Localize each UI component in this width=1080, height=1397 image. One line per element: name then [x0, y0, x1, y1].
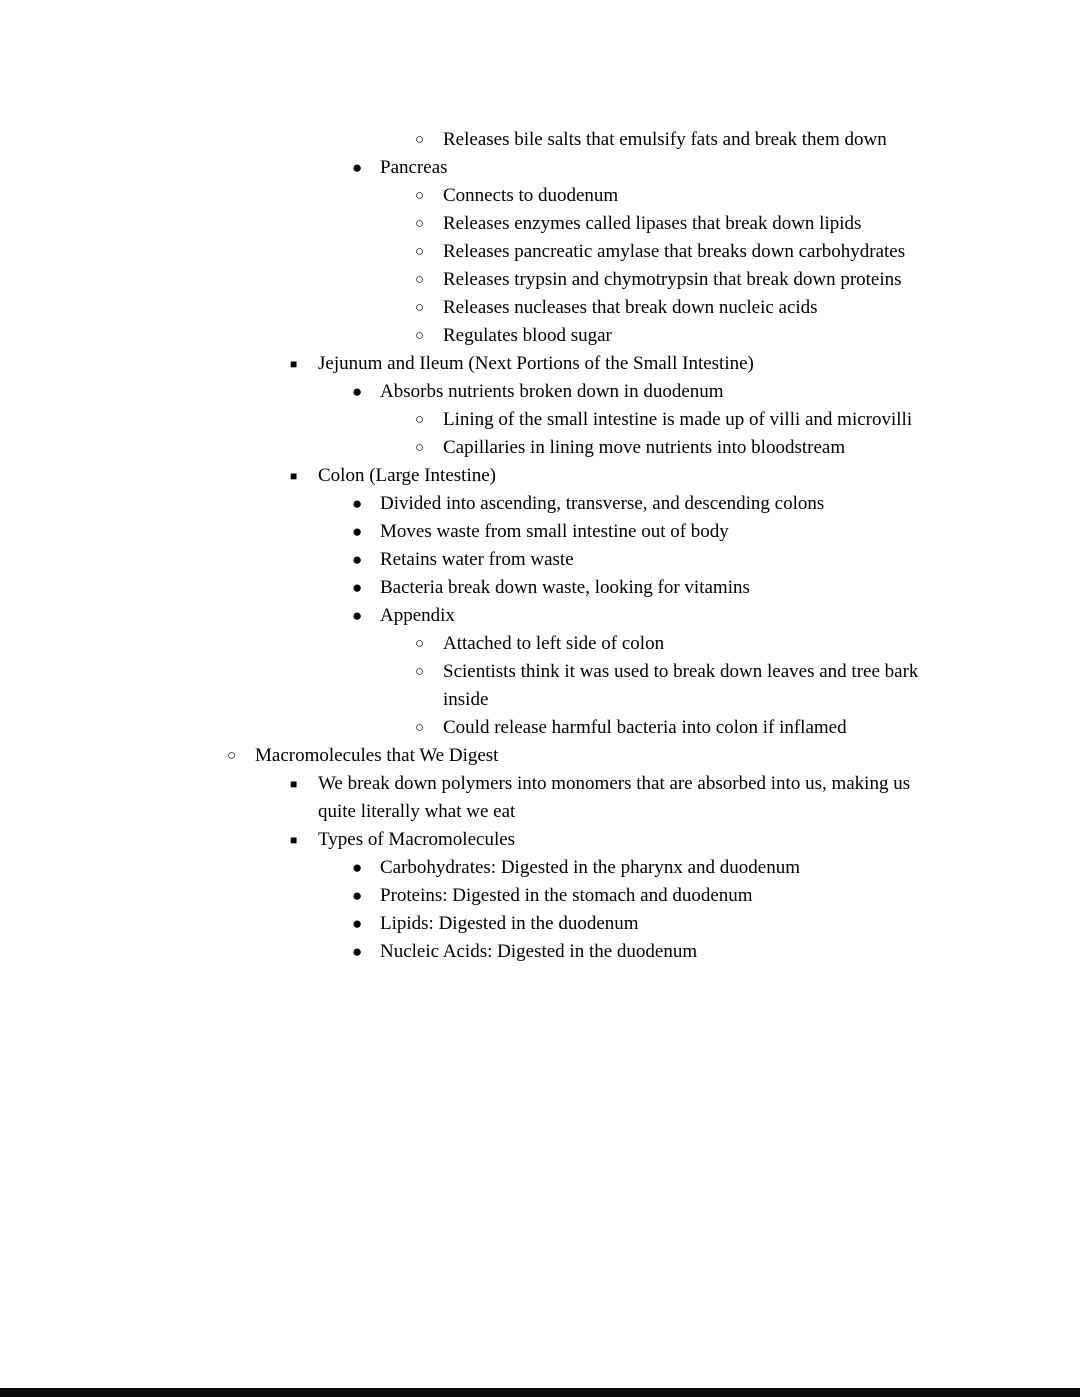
list-item [415, 182, 936, 210]
circle-bullet-icon: ○ [415, 272, 425, 288]
list-item [352, 490, 936, 518]
list-item-text: Releases enzymes called lipases that break down lipids [443, 213, 862, 234]
disc-bullet-icon: ● [352, 522, 363, 541]
list-item [415, 266, 936, 294]
list-item-text: Could release harmful bacteria into colon if inflamed [443, 717, 847, 738]
list-item-text: Attached to left side of colon [443, 633, 665, 654]
circle-bullet-icon: ○ [415, 412, 425, 428]
list-item [415, 294, 936, 322]
list-item [415, 434, 936, 462]
disc-bullet-icon: ● [352, 158, 363, 177]
list-item-text: Moves waste from small intestine out of body [380, 521, 729, 542]
list-item-text: We break down polymers into monomers that are absorbed into us, making us quite literally what we eat [318, 773, 911, 822]
disc-bullet-icon: ● [352, 578, 363, 597]
circle-bullet-icon: ○ [415, 300, 425, 316]
list-item-text: Releases bile salts that emulsify fats and break them down [443, 129, 887, 150]
list-item [352, 602, 936, 630]
disc-bullet-icon: ● [352, 382, 363, 401]
list-item-text: Colon (Large Intestine) [318, 465, 496, 486]
list-item [290, 770, 936, 826]
list-item [290, 826, 936, 854]
list-item [415, 322, 936, 350]
circle-bullet-icon: ○ [415, 216, 425, 232]
list-item [290, 350, 936, 378]
list-item [415, 658, 936, 714]
list-item [415, 406, 936, 434]
list-item-text: Proteins: Digested in the stomach and duodenum [380, 885, 753, 906]
list-item [227, 742, 936, 770]
bullet-list [0, 126, 936, 966]
circle-bullet-icon: ○ [415, 328, 425, 344]
list-item [415, 210, 936, 238]
list-item [415, 238, 936, 266]
list-item [415, 714, 936, 742]
list-item-text: Capillaries in lining move nutrients into bloodstream [443, 437, 846, 458]
list-item-text: Carbohydrates: Digested in the pharynx and duodenum [380, 857, 801, 878]
list-item [352, 378, 936, 406]
circle-bullet-icon: ○ [415, 664, 425, 680]
square-bullet-icon: ■ [290, 777, 298, 791]
list-item-text: Pancreas [380, 157, 448, 178]
disc-bullet-icon: ● [352, 606, 363, 625]
circle-bullet-icon: ○ [415, 440, 425, 456]
list-item [352, 154, 936, 182]
disc-bullet-icon: ● [352, 550, 363, 569]
list-item [352, 518, 936, 546]
list-item [352, 574, 936, 602]
page-bottom-edge [0, 1388, 1080, 1397]
list-item-text: Retains water from waste [380, 549, 574, 570]
list-item-text: Appendix [380, 605, 455, 626]
circle-bullet-icon: ○ [227, 748, 237, 764]
list-item-text: Jejunum and Ileum (Next Portions of the Small Intestine) [318, 353, 754, 374]
list-item [415, 630, 936, 658]
disc-bullet-icon: ● [352, 942, 363, 961]
disc-bullet-icon: ● [352, 886, 363, 905]
square-bullet-icon: ■ [290, 833, 298, 847]
list-item [415, 126, 936, 154]
list-item [352, 546, 936, 574]
list-item-text: Divided into ascending, transverse, and descending colons [380, 493, 825, 514]
square-bullet-icon: ■ [290, 357, 298, 371]
disc-bullet-icon: ● [352, 858, 363, 877]
list-item-text: Releases nucleases that break down nucleic acids [443, 297, 818, 318]
circle-bullet-icon: ○ [415, 636, 425, 652]
list-item-text: Macromolecules that We Digest [255, 745, 499, 766]
circle-bullet-icon: ○ [415, 188, 425, 204]
list-item [352, 938, 936, 966]
list-item-text: Lipids: Digested in the duodenum [380, 913, 639, 934]
list-item [290, 462, 936, 490]
list-item-text: Types of Macromolecules [318, 829, 516, 850]
list-item-text: Regulates blood sugar [443, 325, 612, 346]
disc-bullet-icon: ● [352, 494, 363, 513]
list-item-text: Scientists think it was used to break down leaves and tree bark inside [443, 661, 919, 710]
list-item-text: Absorbs nutrients broken down in duodenum [380, 381, 724, 402]
list-item [352, 882, 936, 910]
list-item [352, 854, 936, 882]
circle-bullet-icon: ○ [415, 244, 425, 260]
circle-bullet-icon: ○ [415, 132, 425, 148]
list-item-text: Releases pancreatic amylase that breaks down carbohydrates [443, 241, 906, 262]
list-item-text: Nucleic Acids: Digested in the duodenum [380, 941, 698, 962]
list-item [352, 910, 936, 938]
square-bullet-icon: ■ [290, 469, 298, 483]
list-item-text: Releases trypsin and chymotrypsin that break down proteins [443, 269, 902, 290]
list-item-text: Bacteria break down waste, looking for vitamins [380, 577, 750, 598]
disc-bullet-icon: ● [352, 914, 363, 933]
circle-bullet-icon: ○ [415, 720, 425, 736]
list-item-text: Connects to duodenum [443, 185, 619, 206]
list-item-text: Lining of the small intestine is made up of villi and microvilli [443, 409, 913, 430]
